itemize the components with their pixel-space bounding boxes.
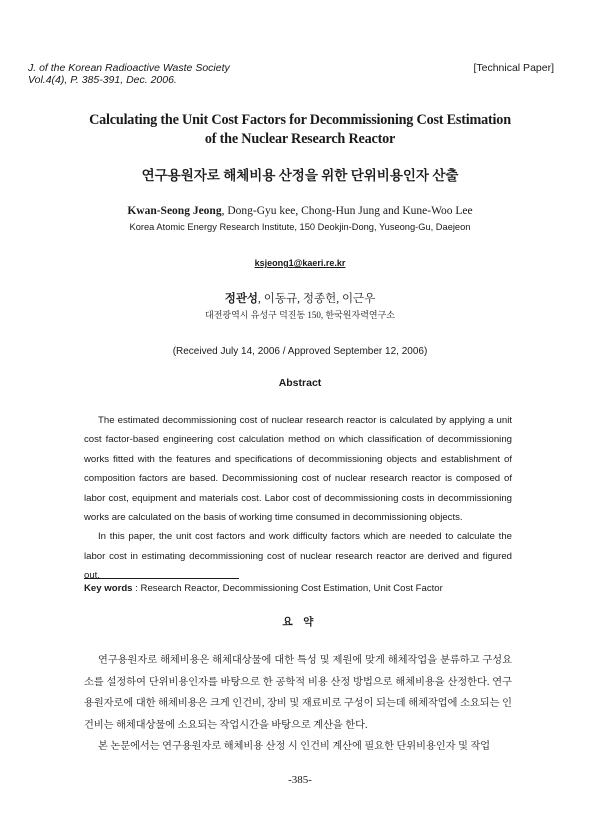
korean-title: 연구용원자로 해체비용 산정을 위한 단위비용인자 산출 — [141, 168, 459, 183]
page-number: -385- — [288, 774, 312, 786]
paper-title-line1: Calculating the Unit Cost Factors for Decommissioning Cost Estimation — [89, 112, 511, 128]
journal-name: J. of the Korean Radioactive Waste Society — [28, 62, 230, 74]
paper-type-label: [Technical Paper] — [473, 62, 554, 74]
korean-author-list — [40, 290, 560, 306]
abstract-body — [84, 411, 512, 586]
korean-affiliation: 대전광역시 유성구 덕진동 150, 한국원자력연구소 — [205, 310, 395, 320]
received-dates: (Received July 14, 2006 / Approved September 12, 2006) — [172, 346, 428, 357]
abstract-paragraph-2: In this paper, the unit cost factors and work difficulty factors which are needed to calculate the labor cost in estimating decommissioning cost of nuclear research reactor are derived and figured out. — [84, 531, 512, 582]
co-authors: , Dong-Gyu kee, Chong-Hun Jung and Kune-Woo Lee — [221, 205, 473, 217]
journal-citation — [28, 62, 230, 86]
abstract-paragraph-1: The estimated decommissioning cost of nuclear research reactor is calculated by applying a unit cost factor-based engineering cost calculation method on which classification of decommissioning works fitted with the features and specifications of decommissioning objects and establishment of composition factors are based. Decommissioning cost of nuclear research reactor is composed of labor cost, equipment and materials cost. Labor cost of decommissioning costs in decommissioning works are calculated on the basis of working time consumed in decommissioning objects. — [84, 415, 512, 524]
keywords-label: Key words — [84, 583, 133, 594]
author-list — [40, 205, 560, 217]
paper-title — [40, 111, 560, 149]
korean-lead-author: 정관성 — [224, 293, 259, 305]
keywords-line — [84, 583, 443, 594]
korean-abstract-body — [84, 650, 512, 758]
journal-volume: Vol.4(4), P. 385-391, Dec. 2006. — [28, 74, 177, 86]
korean-abstract-heading: 요 약 — [282, 617, 318, 628]
author-affiliation: Korea Atomic Energy Research Institute, 150 Deokjin-Dong, Yuseong-Gu, Daejeon — [129, 222, 471, 232]
korean-abstract-paragraph-1: 연구용원자로 해체비용은 해체대상물에 대한 특성 및 제원에 맞게 해체작업을 분류하고 구성요소를 설정하여 단위비용인자를 바탕으로 한 공학적 비용 산정 방법으로 해체비용을 산정한다. 연구용원자로에 대한 해체비용은 크게 인건비, 장비 및 재료비로 구성이 되는데 해체작업에 소요되는 인건비는 해체대상물에 소요되는 작업시간을 바탕으로 계산을 한다. — [84, 655, 512, 731]
abstract-heading: Abstract — [278, 377, 322, 389]
lead-author: Kwan-Seong Jeong — [127, 205, 222, 217]
korean-abstract-paragraph-2: 본 논문에서는 연구용원자로 해체비용 산정 시 인건비 계산에 필요한 단위비용인자 및 작업 — [98, 741, 491, 752]
keywords-divider — [84, 578, 239, 579]
paper-title-line2: of the Nuclear Research Reactor — [204, 131, 396, 147]
korean-co-authors: , 이동규, 정종헌, 이근우 — [258, 293, 376, 305]
author-email-link[interactable]: ksjeong1@kaeri.re.kr — [254, 258, 346, 268]
keywords-text: : Research Reactor, Decommissioning Cost Estimation, Unit Cost Factor — [132, 583, 443, 594]
